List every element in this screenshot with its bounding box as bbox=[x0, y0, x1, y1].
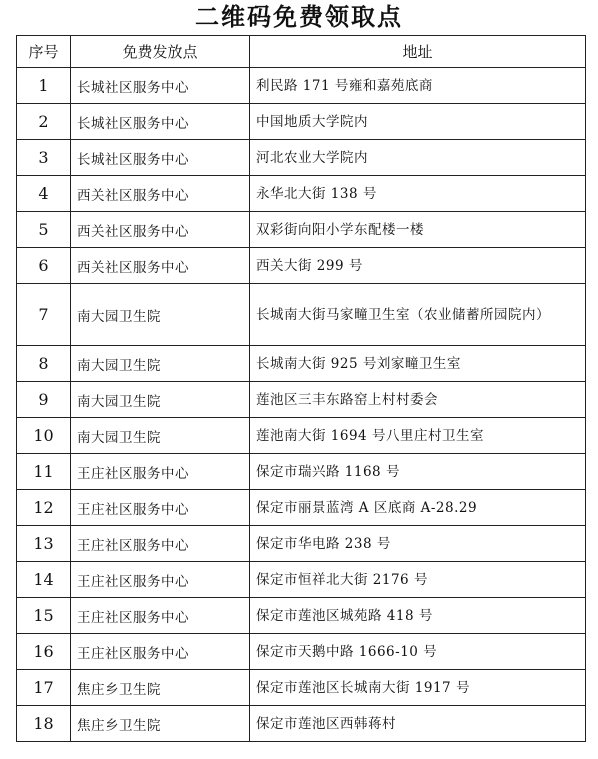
table-row bbox=[17, 104, 586, 140]
row-distribution-site: 西关社区服务中心 bbox=[71, 176, 250, 212]
row-address: 双彩街向阳小学东配楼一楼 bbox=[250, 212, 586, 248]
row-serial-number: 18 bbox=[17, 706, 71, 742]
row-distribution-site: 王庄社区服务中心 bbox=[71, 598, 250, 634]
table-row bbox=[17, 706, 586, 742]
row-address: 西关大街 299 号 bbox=[250, 248, 586, 284]
row-distribution-site: 南大园卫生院 bbox=[71, 418, 250, 454]
row-distribution-site: 王庄社区服务中心 bbox=[71, 634, 250, 670]
table-row bbox=[17, 176, 586, 212]
row-serial-number: 13 bbox=[17, 526, 71, 562]
header-address: 地址 bbox=[250, 36, 586, 68]
row-serial-number: 9 bbox=[17, 382, 71, 418]
table-row bbox=[17, 526, 586, 562]
table-row bbox=[17, 598, 586, 634]
row-address: 莲池南大街 1694 号八里庄村卫生室 bbox=[250, 418, 586, 454]
row-address: 保定市华电路 238 号 bbox=[250, 526, 586, 562]
row-distribution-site: 王庄社区服务中心 bbox=[71, 526, 250, 562]
row-serial-number: 17 bbox=[17, 670, 71, 706]
table-row bbox=[17, 490, 586, 526]
row-serial-number: 1 bbox=[17, 68, 71, 104]
row-distribution-site: 王庄社区服务中心 bbox=[71, 562, 250, 598]
row-address: 保定市瑞兴路 1168 号 bbox=[250, 454, 586, 490]
row-distribution-site: 焦庄乡卫生院 bbox=[71, 706, 250, 742]
row-address: 利民路 171 号雍和嘉苑底商 bbox=[250, 68, 586, 104]
row-distribution-site: 王庄社区服务中心 bbox=[71, 490, 250, 526]
row-serial-number: 11 bbox=[17, 454, 71, 490]
row-serial-number: 16 bbox=[17, 634, 71, 670]
row-distribution-site: 西关社区服务中心 bbox=[71, 212, 250, 248]
row-serial-number: 2 bbox=[17, 104, 71, 140]
row-address: 莲池区三丰东路窑上村村委会 bbox=[250, 382, 586, 418]
row-distribution-site: 长城社区服务中心 bbox=[71, 104, 250, 140]
row-serial-number: 4 bbox=[17, 176, 71, 212]
row-address: 永华北大街 138 号 bbox=[250, 176, 586, 212]
row-address: 保定市丽景蓝湾 A 区底商 A-28.29 bbox=[250, 490, 586, 526]
row-address: 长城南大街 925 号刘家疃卫生室 bbox=[250, 346, 586, 382]
row-serial-number: 5 bbox=[17, 212, 71, 248]
row-serial-number: 14 bbox=[17, 562, 71, 598]
table-row bbox=[17, 212, 586, 248]
row-distribution-site: 南大园卫生院 bbox=[71, 382, 250, 418]
table-row bbox=[17, 382, 586, 418]
table-row bbox=[17, 670, 586, 706]
table-body bbox=[17, 68, 586, 742]
row-distribution-site: 西关社区服务中心 bbox=[71, 248, 250, 284]
row-serial-number: 7 bbox=[17, 284, 71, 346]
row-distribution-site: 长城社区服务中心 bbox=[71, 140, 250, 176]
row-serial-number: 15 bbox=[17, 598, 71, 634]
table-row bbox=[17, 454, 586, 490]
row-serial-number: 3 bbox=[17, 140, 71, 176]
table-row bbox=[17, 140, 586, 176]
row-serial-number: 12 bbox=[17, 490, 71, 526]
row-distribution-site: 南大园卫生院 bbox=[71, 284, 250, 346]
table-row bbox=[17, 68, 586, 104]
row-address: 保定市天鹅中路 1666-10 号 bbox=[250, 634, 586, 670]
table-row bbox=[17, 418, 586, 454]
row-distribution-site: 焦庄乡卫生院 bbox=[71, 670, 250, 706]
row-distribution-site: 王庄社区服务中心 bbox=[71, 454, 250, 490]
row-address: 河北农业大学院内 bbox=[250, 140, 586, 176]
table-row bbox=[17, 634, 586, 670]
distribution-sites-table bbox=[16, 35, 586, 742]
row-address: 保定市莲池区长城南大街 1917 号 bbox=[250, 670, 586, 706]
row-serial-number: 10 bbox=[17, 418, 71, 454]
page-title: 二维码免费领取点 bbox=[195, 2, 403, 31]
table-row bbox=[17, 346, 586, 382]
row-address: 长城南大街马家疃卫生室（农业储蓄所园院内） bbox=[250, 284, 586, 346]
row-distribution-site: 长城社区服务中心 bbox=[71, 68, 250, 104]
header-distribution-site: 免费发放点 bbox=[71, 36, 250, 68]
table-row bbox=[17, 248, 586, 284]
table-row bbox=[17, 562, 586, 598]
row-distribution-site: 南大园卫生院 bbox=[71, 346, 250, 382]
row-serial-number: 6 bbox=[17, 248, 71, 284]
table-header-row bbox=[17, 36, 586, 68]
row-serial-number: 8 bbox=[17, 346, 71, 382]
row-address: 保定市莲池区城苑路 418 号 bbox=[250, 598, 586, 634]
row-address: 保定市恒祥北大街 2176 号 bbox=[250, 562, 586, 598]
row-address: 中国地质大学院内 bbox=[250, 104, 586, 140]
table-row bbox=[17, 284, 586, 346]
row-address: 保定市莲池区西韩蒋村 bbox=[250, 706, 586, 742]
header-serial-number: 序号 bbox=[17, 36, 71, 68]
